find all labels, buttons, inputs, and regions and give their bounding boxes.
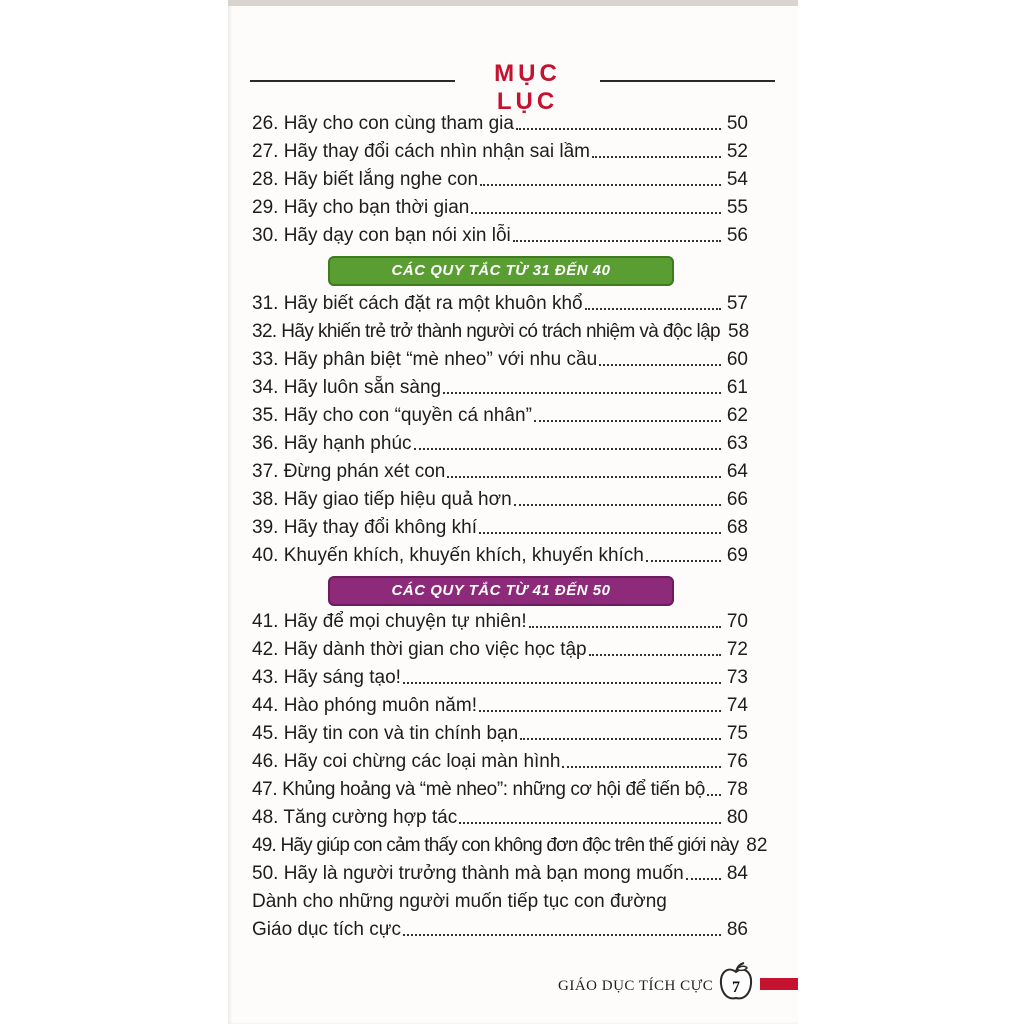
entry-page: 84 <box>726 863 748 884</box>
entry-title: 33. Hãy phân biệt “mè nheo” với nhu cầu <box>252 349 598 370</box>
entry-page: 76 <box>726 751 748 772</box>
entry-title: 28. Hãy biết lắng nghe con <box>252 169 479 190</box>
entry-title: 31. Hãy biết cách đặt ra một khuôn khổ <box>252 293 583 314</box>
dot-leader <box>403 934 721 936</box>
toc-title: MỤC LỤC <box>494 60 561 115</box>
dot-leader <box>686 878 721 880</box>
entry-page: 62 <box>726 405 748 426</box>
entry-page: 82 <box>746 835 768 856</box>
toc-header <box>250 60 778 115</box>
dot-leader <box>403 682 721 684</box>
toc-entry-45 <box>252 718 748 746</box>
entry-title: 27. Hãy thay đổi cách nhìn nhận sai lầm <box>252 141 590 162</box>
entry-title: 43. Hãy sáng tạo! <box>252 667 401 688</box>
dot-leader <box>562 766 720 768</box>
entry-page: 75 <box>726 723 748 744</box>
dot-leader <box>479 710 721 712</box>
entry-page: 64 <box>726 461 748 482</box>
toc-entry-27 <box>252 136 748 164</box>
header-rule-right <box>600 80 775 82</box>
dot-leader <box>471 212 720 214</box>
dot-leader <box>514 504 721 506</box>
apple-page-number <box>718 962 754 1002</box>
toc-entry-42 <box>252 634 748 662</box>
book-page <box>228 0 798 1024</box>
toc-entry-49 <box>252 830 768 858</box>
footer-accent-bar <box>760 978 798 990</box>
toc-entry-33 <box>252 344 748 372</box>
entry-page: 61 <box>726 377 748 398</box>
entry-title: 41. Hãy để mọi chuyện tự nhiên! <box>252 611 527 632</box>
toc-entry-40 <box>252 540 748 568</box>
dot-leader <box>480 184 721 186</box>
dot-leader <box>443 392 721 394</box>
dot-leader <box>599 364 721 366</box>
entry-page: 63 <box>726 433 748 454</box>
dot-leader <box>707 794 721 796</box>
footer-book-title: GIÁO DỤC TÍCH CỰC <box>558 977 714 994</box>
section-banner-31-40: CÁC QUY TẮC TỪ 31 ĐẾN 40 <box>328 256 674 286</box>
toc-entry-46 <box>252 746 748 774</box>
toc-entry-31 <box>252 288 748 316</box>
entry-page: 78 <box>726 779 748 800</box>
entry-title: 39. Hãy thay đổi không khí <box>252 517 477 538</box>
entry-title: 30. Hãy dạy con bạn nói xin lỗi <box>252 225 511 246</box>
entry-title: Giáo dục tích cực <box>252 919 401 940</box>
entry-title: 38. Hãy giao tiếp hiệu quả hơn <box>252 489 512 510</box>
toc-entry-38 <box>252 484 748 512</box>
dot-leader <box>513 240 721 242</box>
toc-entry-28 <box>252 164 748 192</box>
entry-page: 60 <box>726 349 748 370</box>
toc-entry-29 <box>252 192 748 220</box>
dot-leader <box>516 128 721 130</box>
entry-title: 34. Hãy luôn sẵn sàng <box>252 377 442 398</box>
dot-leader <box>459 822 721 824</box>
entry-title: 47. Khủng hoảng và “mè nheo”: những cơ hội để tiến bộ <box>252 779 705 800</box>
toc-entry-37 <box>252 456 748 484</box>
toc-entry-34 <box>252 372 748 400</box>
entry-page: 58 <box>728 321 750 342</box>
toc-entry-32 <box>252 316 748 344</box>
dot-leader <box>447 476 721 478</box>
toc-entry-48 <box>252 802 748 830</box>
entry-title: 42. Hãy dành thời gian cho việc học tập <box>252 639 587 660</box>
toc-entry-26 <box>252 108 748 136</box>
entry-title: 26. Hãy cho con cùng tham gia <box>252 113 514 134</box>
entry-title: 36. Hãy hạnh phúc <box>252 433 412 454</box>
header-rule-left <box>250 80 455 82</box>
entry-title: 35. Hãy cho con “quyền cá nhân” <box>252 405 532 426</box>
entry-page: 66 <box>726 489 748 510</box>
entry-title: 46. Hãy coi chừng các loại màn hình <box>252 751 561 772</box>
entry-page: 80 <box>726 807 748 828</box>
entry-page: 69 <box>726 545 748 566</box>
entry-page: 70 <box>726 611 748 632</box>
entry-page: 50 <box>726 113 748 134</box>
entry-page: 72 <box>726 639 748 660</box>
toc-entry-50 <box>252 858 748 886</box>
entry-title: 29. Hãy cho bạn thời gian <box>252 197 470 218</box>
entry-page: 56 <box>726 225 748 246</box>
dot-leader <box>646 560 721 562</box>
toc-entry-closing <box>252 914 748 942</box>
entry-page: 54 <box>726 169 748 190</box>
page-top-edge <box>228 0 798 6</box>
toc-entry-44 <box>252 690 748 718</box>
toc-entry-41 <box>252 606 748 634</box>
entry-title: Dành cho những người muốn tiếp tục con đường <box>252 891 667 912</box>
toc-entry-43 <box>252 662 748 690</box>
toc-entry-39 <box>252 512 748 540</box>
entry-title: 40. Khuyến khích, khuyến khích, khuyến khích <box>252 545 644 566</box>
entry-page: 57 <box>726 293 748 314</box>
entry-page: 86 <box>726 919 748 940</box>
dot-leader <box>414 448 721 450</box>
entry-page: 68 <box>726 517 748 538</box>
page-footer <box>558 974 713 998</box>
entry-page: 55 <box>726 197 748 218</box>
entry-title: 48. Tăng cường hợp tác <box>252 807 458 828</box>
entry-title: 44. Hào phóng muôn năm! <box>252 695 477 716</box>
page-number: 7 <box>732 979 740 996</box>
dot-leader <box>592 156 721 158</box>
entry-page: 73 <box>726 667 748 688</box>
toc-entry-47 <box>252 774 748 802</box>
dot-leader <box>585 308 721 310</box>
dot-leader <box>479 532 721 534</box>
section-banner-41-50: CÁC QUY TẮC TỪ 41 ĐẾN 50 <box>328 576 674 606</box>
entry-page: 52 <box>726 141 748 162</box>
dot-leader <box>589 654 721 656</box>
toc-entry-30 <box>252 220 748 248</box>
entry-title: 32. Hãy khiến trẻ trở thành người có trách nhiệm và độc lập <box>252 321 720 342</box>
entry-title: 50. Hãy là người trưởng thành mà bạn mong muốn <box>252 863 684 884</box>
dot-leader <box>529 626 721 628</box>
entry-page: 74 <box>726 695 748 716</box>
toc-closing-line <box>252 886 748 914</box>
dot-leader <box>520 738 721 740</box>
toc-entry-35 <box>252 400 748 428</box>
entry-title: 37. Đừng phán xét con <box>252 461 446 482</box>
toc-entry-36 <box>252 428 748 456</box>
entry-title: 45. Hãy tin con và tin chính bạn <box>252 723 519 744</box>
entry-title: 49. Hãy giúp con cảm thấy con không đơn độc trên thế giới này <box>252 835 739 856</box>
dot-leader <box>534 420 721 422</box>
apple-icon <box>718 962 754 1002</box>
